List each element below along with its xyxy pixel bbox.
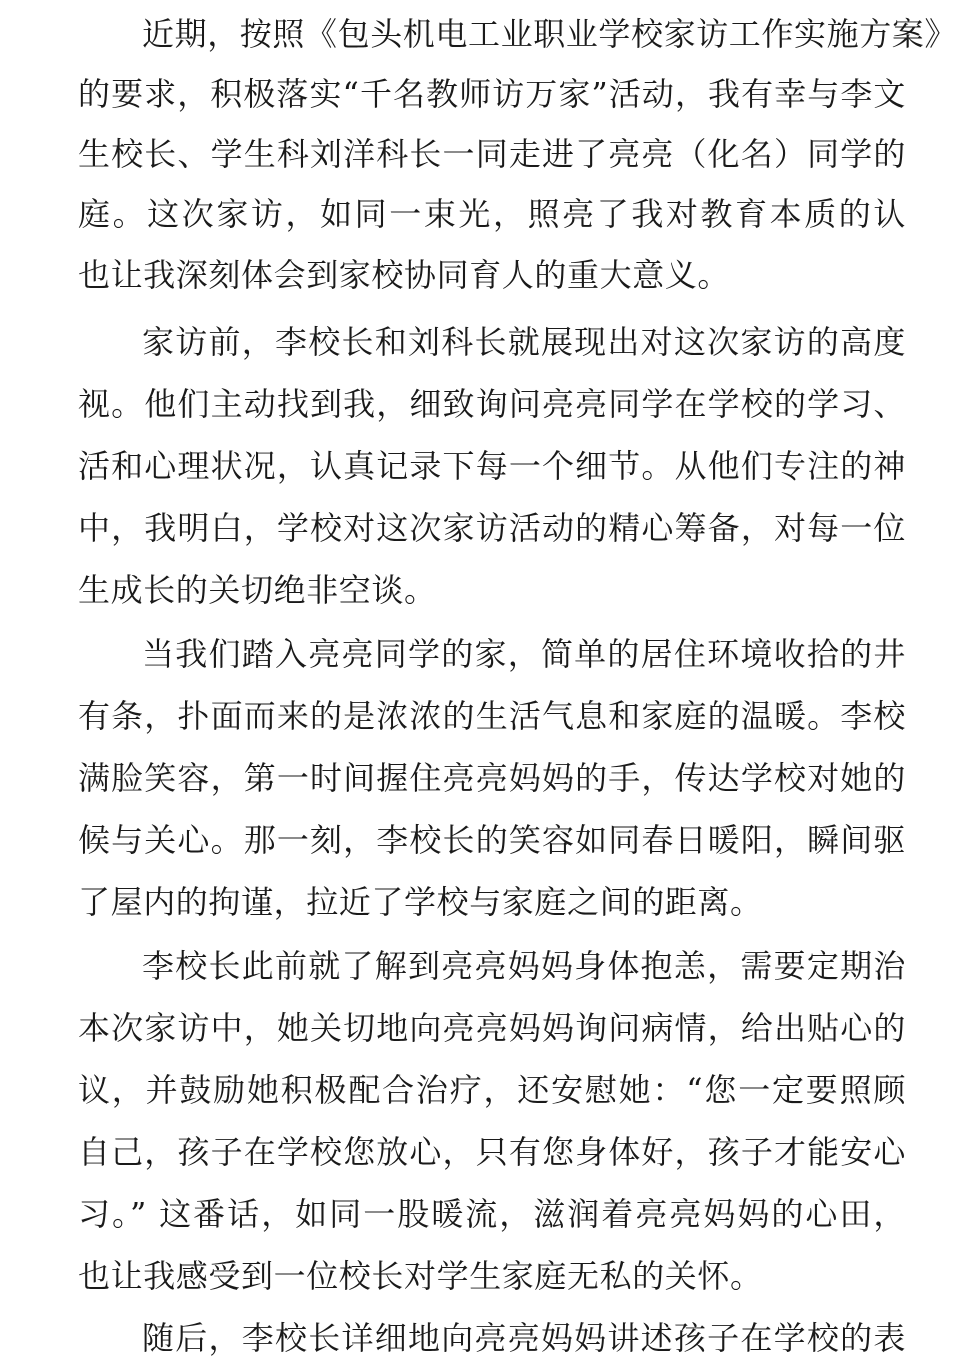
paragraph-4-line-3: 议，并鼓励她积极配合治疗，还安慰她：“您一定要照顾: [78, 1071, 906, 1109]
paragraph-3-line-5: 了屋内的拘谨，拉近了学校与家庭之间的距离。: [78, 883, 763, 921]
paragraph-2-line-2: 视。他们主动找到我，细致询问亮亮同学在学校的学习、: [78, 385, 906, 423]
paragraph-3-line-3: 满脸笑容，第一时间握住亮亮妈妈的手，传达学校对她的: [78, 759, 906, 797]
paragraph-1-line-5: 也让我深刻体会到家校协同育人的重大意义。: [78, 256, 731, 294]
paragraph-4-line-6: 也让我感受到一位校长对学生家庭无私的关怀。: [78, 1257, 763, 1295]
paragraph-4-line-5: 习。” 这番话，如同一股暖流，滋润着亮亮妈妈的心田，: [78, 1195, 906, 1233]
paragraph-4-line-1: 李校长此前就了解到亮亮妈妈身体抱恙，需要定期治: [142, 947, 906, 985]
paragraph-2-line-1: 家访前，李校长和刘科长就展现出对这次家访的高度: [142, 323, 906, 361]
paragraph-5-line-1: 随后，李校长详细地向亮亮妈妈讲述孩子在学校的表: [142, 1319, 906, 1357]
paragraph-1-line-2: 的要求，积极落实“千名教师访万家”活动，我有幸与李文: [78, 75, 906, 113]
paragraph-3-line-1: 当我们踏入亮亮同学的家，简单的居住环境收拾的井: [142, 635, 906, 673]
paragraph-2-line-4: 中，我明白，学校对这次家访活动的精心筹备，对每一位: [78, 509, 906, 547]
paragraph-2-line-5: 生成长的关切绝非空谈。: [78, 571, 437, 609]
paragraph-3-line-4: 候与关心。那一刻，李校长的笑容如同春日暖阳，瞬间驱: [78, 821, 906, 859]
paragraph-1-line-4: 庭。这次家访，如同一束光，照亮了我对教育本质的认: [78, 195, 906, 233]
paragraph-2-line-3: 活和心理状况，认真记录下每一个细节。从他们专注的神: [78, 447, 906, 485]
paragraph-3-line-2: 有条，扑面而来的是浓浓的生活气息和家庭的温暖。李校: [78, 697, 906, 735]
paragraph-1-line-1: 近期，按照《包头机电工业职业学校家访工作实施方案》: [142, 15, 958, 53]
paragraph-4-line-2: 本次家访中，她关切地向亮亮妈妈询问病情，给出贴心的: [78, 1009, 906, 1047]
paragraph-4-line-4: 自己，孩子在学校您放心，只有您身体好，孩子才能安心: [78, 1133, 906, 1171]
paragraph-1-line-3: 生校长、学生科刘洋科长一同走进了亮亮（化名）同学的: [78, 135, 906, 173]
